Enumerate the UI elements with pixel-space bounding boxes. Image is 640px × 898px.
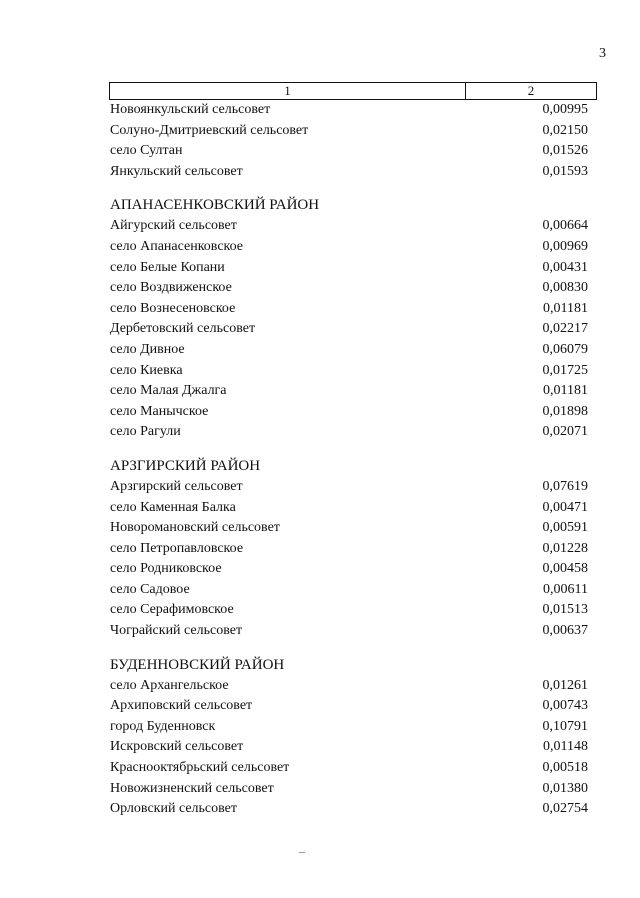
table-body bbox=[109, 100, 597, 820]
settlement-name: село Малая Джалга bbox=[110, 383, 227, 399]
settlement-name: Янкульский сельсовет bbox=[110, 163, 243, 179]
table-row bbox=[109, 676, 597, 697]
settlement-name: село Архангельское bbox=[110, 677, 229, 693]
table-row bbox=[109, 559, 597, 580]
settlement-value: 0,00664 bbox=[542, 218, 588, 234]
settlement-name: Солуно-Дмитриевский сельсовет bbox=[110, 122, 309, 138]
settlement-value: 0,00471 bbox=[542, 499, 588, 515]
settlement-name: Архиповский сельсовет bbox=[110, 698, 253, 714]
table-row bbox=[109, 600, 597, 621]
table-row bbox=[109, 422, 597, 443]
settlement-value: 0,00995 bbox=[542, 102, 588, 117]
table-row bbox=[109, 580, 597, 601]
settlement-name: село Манычское bbox=[110, 403, 209, 419]
settlement-name: Новоянкульский сельсовет bbox=[110, 102, 271, 117]
settlement-name: Искровский сельсовет bbox=[110, 739, 244, 755]
table-row bbox=[109, 340, 597, 361]
settlement-value: 0,00518 bbox=[542, 760, 588, 776]
settlement-value: 0,02150 bbox=[542, 122, 588, 138]
settlement-name: село Каменная Балка bbox=[110, 499, 236, 515]
settlement-name: село Султан bbox=[110, 143, 183, 159]
settlement-value: 0,01725 bbox=[542, 362, 588, 378]
table-row bbox=[109, 100, 597, 121]
settlement-name: село Садовое bbox=[110, 581, 190, 597]
table-row bbox=[109, 799, 597, 820]
document-table bbox=[109, 82, 597, 820]
settlement-value: 0,00830 bbox=[542, 280, 588, 296]
footer-mark bbox=[299, 852, 305, 853]
settlement-name: город Буденновск bbox=[110, 718, 216, 734]
section-spacer bbox=[109, 182, 597, 194]
table-row bbox=[109, 779, 597, 800]
table-row bbox=[109, 402, 597, 423]
settlement-value: 0,01380 bbox=[542, 780, 588, 796]
table-row bbox=[109, 237, 597, 258]
table-header-row bbox=[109, 82, 597, 100]
table-row bbox=[109, 518, 597, 539]
table-row bbox=[109, 361, 597, 382]
settlement-name: село Вознесеновское bbox=[110, 300, 236, 316]
settlement-name: Айгурский сельсовет bbox=[110, 218, 237, 234]
settlement-value: 0,01228 bbox=[542, 540, 588, 556]
settlement-name: Краснооктябрьский сельсовет bbox=[110, 760, 290, 776]
table-row bbox=[109, 319, 597, 340]
settlement-value: 0,00969 bbox=[542, 238, 588, 254]
table-row bbox=[109, 216, 597, 237]
settlement-value: 0,01148 bbox=[543, 739, 588, 755]
table-row bbox=[109, 141, 597, 162]
settlement-name: Орловский сельсовет bbox=[110, 801, 237, 817]
settlement-value: 0,06079 bbox=[542, 341, 588, 357]
table-row bbox=[109, 498, 597, 519]
settlement-value: 0,01526 bbox=[542, 143, 588, 159]
settlement-name: село Рагули bbox=[110, 424, 181, 440]
settlement-value: 0,02754 bbox=[542, 801, 588, 817]
settlement-name: село Дивное bbox=[110, 341, 185, 357]
table-row bbox=[109, 162, 597, 183]
settlement-name: Новожизненский сельсовет bbox=[110, 780, 274, 796]
settlement-value: 0,00458 bbox=[542, 561, 588, 577]
settlement-name: село Серафимовское bbox=[110, 602, 234, 618]
table-row bbox=[109, 121, 597, 142]
settlement-value: 0,00637 bbox=[542, 623, 588, 639]
settlement-value: 0,01181 bbox=[543, 300, 588, 316]
settlement-name: село Петропавловское bbox=[110, 540, 244, 556]
settlement-name: село Белые Копани bbox=[110, 259, 225, 275]
district-title: АРЗГИРСКИЙ РАЙОН bbox=[110, 457, 261, 474]
settlement-value: 0,00611 bbox=[543, 581, 588, 597]
settlement-value: 0,07619 bbox=[542, 478, 588, 494]
settlement-name: село Воздвиженское bbox=[110, 280, 232, 296]
table-row bbox=[109, 737, 597, 758]
settlement-value: 0,01181 bbox=[543, 383, 588, 399]
settlement-value: 0,00743 bbox=[542, 698, 588, 714]
settlement-name: село Родниковское bbox=[110, 561, 222, 577]
settlement-value: 0,00431 bbox=[542, 259, 588, 275]
table-row bbox=[109, 717, 597, 738]
settlement-name: Чограйский сельсовет bbox=[110, 623, 243, 639]
settlement-name: Арзгирский сельсовет bbox=[110, 478, 243, 494]
table-row bbox=[109, 621, 597, 642]
header-column-2: 2 bbox=[527, 83, 535, 98]
table-row bbox=[109, 381, 597, 402]
settlement-value: 0,01898 bbox=[542, 403, 588, 419]
table-row bbox=[109, 477, 597, 498]
settlement-value: 0,01261 bbox=[542, 677, 588, 693]
settlement-name: село Апанасенковское bbox=[110, 238, 244, 254]
table-row bbox=[109, 278, 597, 299]
header-column-1: 1 bbox=[110, 83, 466, 99]
table-row bbox=[109, 758, 597, 779]
settlement-name: село Киевка bbox=[110, 362, 183, 378]
settlement-value: 0,02071 bbox=[542, 424, 588, 440]
settlement-name: Дербетовский сельсовет bbox=[110, 321, 256, 337]
settlement-value: 0,01513 bbox=[542, 602, 588, 618]
section-spacer bbox=[109, 443, 597, 455]
table-row bbox=[109, 258, 597, 279]
district-title: АПАНАСЕНКОВСКИЙ РАЙОН bbox=[110, 197, 320, 214]
settlement-value: 0,01593 bbox=[542, 163, 588, 179]
table-row bbox=[109, 696, 597, 717]
district-title: БУДЕННОВСКИЙ РАЙОН bbox=[110, 656, 285, 673]
settlement-value: 0,00591 bbox=[542, 520, 588, 536]
page-number: 3 bbox=[599, 46, 606, 61]
table-row bbox=[109, 299, 597, 320]
table-row bbox=[109, 539, 597, 560]
settlement-value: 0,10791 bbox=[542, 718, 588, 734]
section-spacer bbox=[109, 642, 597, 654]
settlement-value: 0,02217 bbox=[542, 321, 588, 337]
settlement-name: Новоромановский сельсовет bbox=[110, 520, 280, 536]
